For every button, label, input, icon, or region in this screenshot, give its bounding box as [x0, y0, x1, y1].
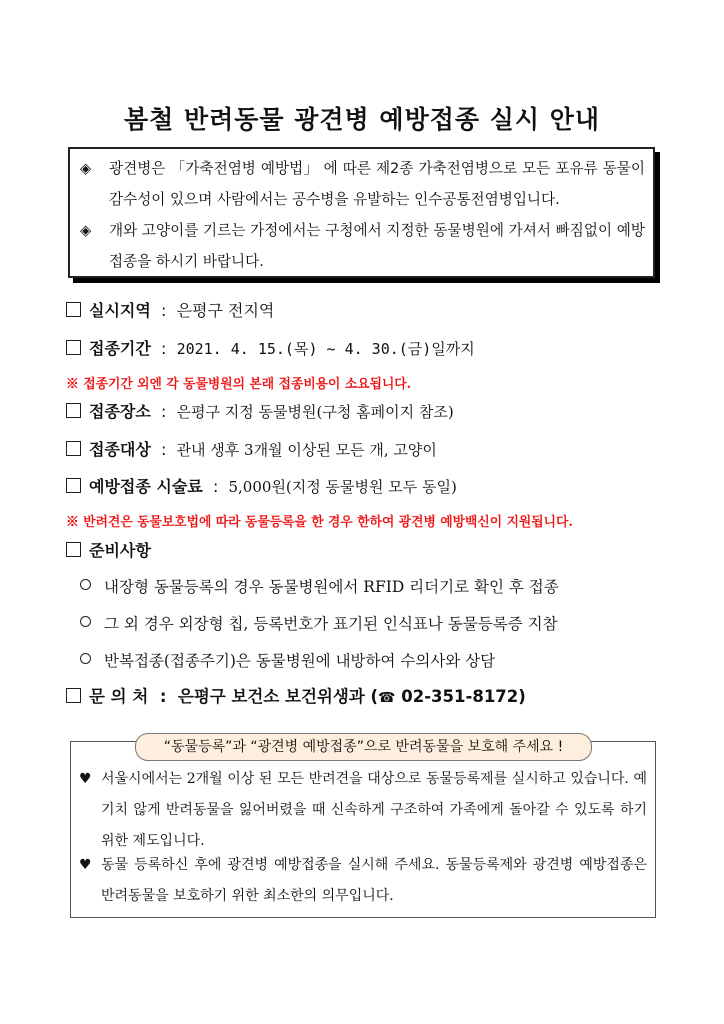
checkbox-icon	[66, 403, 81, 418]
prep-item: 내장형 동물등록의 경우 동물병원에서 RFID 리더기로 확인 후 접종	[80, 575, 559, 597]
checkbox-icon	[66, 302, 81, 317]
detail-value: 2021. 4. 15.(목) ~ 4. 30.(금)일까지	[176, 340, 475, 358]
detail-value: 은평구 지정 동물병원(구청 홈페이지 참조)	[176, 403, 454, 421]
detail-area: 실시지역 : 은평구 전지역	[66, 298, 274, 321]
detail-value: 5,000원(지정 동물병원 모두 동일)	[228, 478, 457, 496]
detail-prep	[66, 538, 151, 561]
notice-text: 광견병은 「가축전염병 예방법」 에 따른 제2종 가축전염병으로 모든 포유류 동물이 감수성이 있으며 사람에서는 공수병을 유발하는 인수공통전염병입니다.	[109, 160, 645, 208]
detail-place: 접종장소 : 은평구 지정 동물병원(구청 홈페이지 참조)	[66, 399, 454, 422]
heart-icon: ♥	[79, 857, 92, 873]
checkbox-icon	[66, 478, 81, 493]
checkbox-icon	[66, 441, 81, 456]
bottom-text: 서울시에서는 2개월 이상 된 모든 반려견을 대상으로 동물등록제를 실시하고 있습니다. 예기치 않게 반려동물을 잃어버렸을 때 신속하게 구조하여 가족에게 돌아갈 수 있도록 하기 위한 제도입니다.	[101, 771, 647, 849]
contact-label: 문 의 처	[89, 687, 149, 706]
phone-number: 02-351-8172	[401, 687, 519, 706]
notice-box	[68, 147, 655, 278]
detail-label: 접종장소	[89, 402, 151, 421]
heart-icon: ♥	[79, 771, 92, 787]
checkbox-icon	[66, 340, 81, 355]
checkbox-icon	[66, 542, 81, 557]
bottom-item	[79, 764, 647, 857]
diamond-bullet-icon: ◈	[80, 160, 92, 177]
notice-item	[80, 215, 645, 277]
detail-label: 실시지역	[89, 301, 151, 320]
notice-text: 개와 고양이를 기르는 가정에서는 구청에서 지정한 동물병원에 가셔서 빠짐없이 예방접종을 하시기 바랍니다.	[109, 222, 645, 270]
phone-icon: ☎	[378, 690, 396, 706]
notice-item	[80, 153, 645, 215]
circle-bullet-icon	[80, 579, 91, 590]
detail-target: 접종대상 : 관내 생후 3개월 이상된 모든 개, 고양이	[66, 437, 437, 460]
prep-item: 그 외 경우 외장형 칩, 등록번호가 표기된 인식표나 동물등록증 지참	[80, 612, 558, 634]
detail-label: 접종기간	[89, 339, 151, 358]
circle-bullet-icon	[80, 616, 91, 627]
fee-warning: ※ 반려견은 동물보호법에 따라 동물등록을 한 경우 한하여 광견병 예방백신이 지원됩니다.	[66, 515, 573, 530]
detail-fee: 예방접종 시술료 : 5,000원(지정 동물병원 모두 동일)	[66, 474, 457, 497]
detail-label: 준비사항	[89, 541, 151, 560]
bottom-item	[79, 850, 647, 912]
period-warning: ※ 접종기간 외엔 각 동물병원의 본래 접종비용이 소요됩니다.	[66, 377, 412, 392]
diamond-bullet-icon: ◈	[80, 222, 92, 239]
page-title: 봄철 반려동물 광견병 예방접종 실시 안내	[123, 105, 601, 134]
detail-period: 접종기간 : 2021. 4. 15.(목) ~ 4. 30.(금)일까지	[66, 336, 475, 359]
contact-value: 은평구 보건소 보건위생과	[177, 687, 365, 706]
detail-value: 관내 생후 3개월 이상된 모든 개, 고양이	[176, 441, 437, 459]
detail-value: 은평구 전지역	[176, 301, 275, 320]
bottom-text: 동물 등록하신 후에 광견병 예방접종을 실시해 주세요. 동물등록제와 광견병 예방접종은 반려동물을 보호하기 위한 최소한의 의무입니다.	[101, 857, 647, 904]
contact-row: 문 의 처 : 은평구 보건소 보건위생과 (☎ 02-351-8172)	[66, 683, 526, 707]
checkbox-icon	[66, 688, 81, 703]
prep-item: 반복접종(접종주기)은 동물병원에 내방하여 수의사와 상담	[80, 649, 495, 671]
circle-bullet-icon	[80, 653, 91, 664]
bottom-box	[70, 741, 656, 918]
detail-label: 예방접종 시술료	[89, 477, 203, 496]
bottom-banner: “동물등록”과 “광견병 예방접종”으로 반려동물을 보호해 주세요 !	[135, 733, 592, 761]
detail-label: 접종대상	[89, 440, 151, 459]
